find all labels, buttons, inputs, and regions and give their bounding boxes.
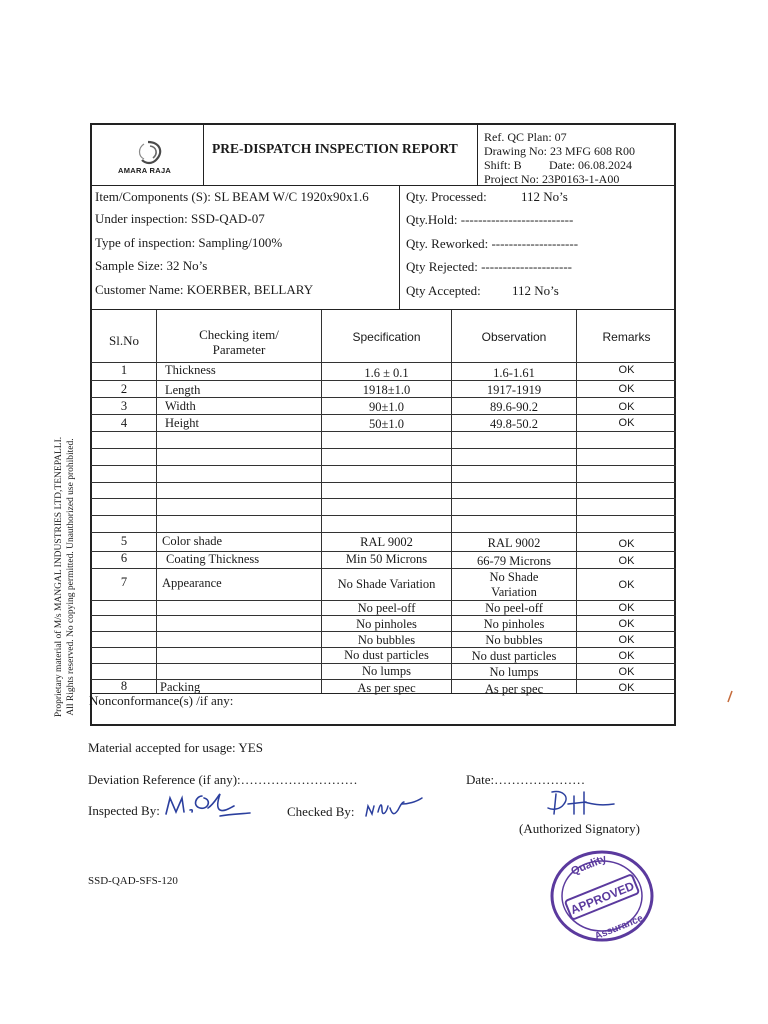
row-6-spec: Min 50 Microns: [345, 552, 428, 566]
col-header-item-line2: Parameter: [212, 342, 266, 357]
under-inspection: Under inspection: SSD-QAD-07: [95, 211, 265, 226]
amara-raja-logo: [112, 138, 182, 178]
row-2-obs: 1917-1919: [486, 383, 542, 397]
row-7b-obs: No pinholes: [483, 617, 545, 631]
nonconformance: Nonconformance(s) /if any:: [89, 693, 234, 708]
project-no: Project No: 23P0163-1-A00: [484, 172, 620, 186]
ref-qc-plan: Ref. QC Plan: 07: [484, 130, 567, 144]
row-4-spec: 50±1.0: [369, 417, 404, 431]
row-8-obs: As per spec: [484, 682, 544, 696]
shift: Shift: B: [484, 158, 522, 172]
svg-text:Quality: Quality: [569, 852, 609, 878]
row-7-obs-line1: No Shade: [489, 570, 539, 584]
drawing-no: Drawing No: 23 MFG 608 R00: [484, 144, 636, 158]
row-1-item: Thickness: [165, 363, 216, 377]
row-7-item: Appearance: [162, 576, 222, 590]
proprietary-note-line1: Proprietary material of M/s MANGAL INDUSTRIES LTD,TENEPALLI.: [54, 436, 64, 718]
row-7-remarks: OK: [618, 579, 635, 591]
row-7c-remarks: OK: [618, 634, 635, 646]
row-7a-spec: No peel-off: [357, 601, 416, 615]
logo-swirl-icon: [112, 138, 182, 168]
row-7-no: 7: [120, 575, 128, 589]
proprietary-note: [53, 372, 77, 782]
row-8-remarks: OK: [618, 682, 635, 694]
row-4-remarks: OK: [618, 417, 635, 429]
row-5-obs: RAL 9002: [487, 536, 541, 550]
logo-text: AMARA RAJA: [118, 166, 172, 175]
col-header-item-line1: Checking item/: [199, 327, 279, 342]
row-6-remarks: OK: [618, 555, 635, 567]
row-7c-obs: No bubbles: [485, 633, 543, 647]
row-7c-spec: No bubbles: [357, 633, 416, 647]
row-5-spec: RAL 9002: [360, 535, 413, 549]
qty-accepted-value: 112 No’s: [512, 283, 559, 298]
svg-text:APPROVED: APPROVED: [568, 878, 637, 918]
customer-name: Customer Name: KOERBER, BELLARY: [95, 282, 314, 297]
deviation-reference: Deviation Reference (if any):………………………: [88, 772, 358, 787]
row-7e-obs: No lumps: [489, 665, 539, 679]
col-header-spec: Specification: [352, 330, 421, 344]
row-7d-spec: No dust particles: [344, 648, 429, 662]
authorized-signatory: (Authorized Signatory): [519, 821, 640, 836]
form-number: SSD-QAD-SFS-120: [88, 875, 178, 887]
row-1-no: 1: [120, 363, 128, 377]
qty-processed-value: 112 No’s: [521, 189, 568, 204]
sample-size: Sample Size: 32 No’s: [95, 258, 208, 273]
col-header-remarks: Remarks: [602, 330, 651, 344]
row-2-remarks: OK: [618, 383, 635, 395]
item-components: Item/Components (S): SL BEAM W/C 1920x90x1.6: [95, 189, 369, 204]
inspector-signature: [160, 790, 255, 824]
row-3-remarks: OK: [618, 401, 635, 413]
row-7a-obs: No peel-off: [485, 601, 543, 615]
row-3-item: Width: [165, 399, 196, 413]
row-7a-remarks: OK: [618, 602, 635, 614]
row-5-item: Color shade: [162, 534, 223, 548]
row-6-no: 6: [120, 551, 128, 565]
col-header-slno: Sl.No: [109, 333, 139, 348]
footer-date: Date:…………………: [466, 772, 586, 787]
row-7d-remarks: OK: [618, 650, 635, 662]
row-4-item: Height: [165, 416, 200, 430]
stamp-seal-icon: [548, 848, 656, 944]
inspected-by-label: Inspected By:: [88, 803, 160, 818]
checked-by-label: Checked By:: [287, 804, 355, 819]
row-1-spec: 1.6 ± 0.1: [364, 366, 409, 380]
row-1-obs: 1.6-1.61: [493, 366, 535, 380]
type-of-inspection: Type of inspection: Sampling/100%: [95, 235, 283, 250]
qty-rejected: Qty Rejected: ---------------------: [406, 259, 572, 274]
row-6-obs: 66-79 Microns: [477, 554, 551, 568]
row-1-remarks: OK: [618, 364, 635, 376]
qty-hold: Qty.Hold: --------------------------: [406, 212, 574, 227]
col-header-obs: Observation: [481, 330, 547, 344]
row-4-obs: 49.8-50.2: [490, 417, 538, 431]
row-3-spec: 90±1.0: [369, 400, 404, 414]
row-7-spec: No Shade Variation: [337, 577, 436, 591]
row-7d-obs: No dust particles: [471, 649, 557, 663]
header-date: Date: 06.08.2024: [549, 158, 632, 172]
row-6-item: Coating Thickness: [166, 552, 260, 566]
stray-mark: [726, 690, 734, 704]
qty-reworked: Qty. Reworked: --------------------: [406, 236, 579, 251]
row-3-no: 3: [120, 399, 128, 413]
svg-text:Assurance: Assurance: [593, 913, 645, 943]
checker-signature: [362, 796, 426, 822]
row-2-item: Length: [165, 383, 201, 397]
qty-processed-label: Qty. Processed:: [406, 189, 487, 204]
row-5-no: 5: [120, 534, 128, 548]
row-4-no: 4: [120, 416, 128, 430]
row-7b-remarks: OK: [618, 618, 635, 630]
authorized-signature: [540, 788, 630, 822]
row-8-spec: As per spec: [357, 681, 416, 695]
row-7-obs-line2: Variation: [491, 585, 537, 599]
quality-approved-stamp: [548, 848, 656, 944]
row-2-no: 2: [120, 382, 128, 396]
row-5-remarks: OK: [618, 538, 635, 550]
row-7e-remarks: OK: [618, 666, 635, 678]
material-accepted: Material accepted for usage: YES: [88, 740, 263, 755]
row-2-spec: 1918±1.0: [362, 383, 411, 397]
row-7e-spec: No lumps: [362, 664, 411, 678]
row-8-no: 8: [120, 679, 128, 693]
qty-accepted-label: Qty Accepted:: [406, 283, 481, 298]
row-8-item: Packing: [160, 680, 201, 694]
report-title: PRE-DISPATCH INSPECTION REPORT: [212, 141, 458, 156]
row-3-obs: 89.6-90.2: [490, 400, 538, 414]
row-7b-spec: No pinholes: [356, 617, 417, 631]
proprietary-note-line2: All Rights reserved. No copying permitted. Unauthorized use prohibited.: [66, 438, 76, 716]
